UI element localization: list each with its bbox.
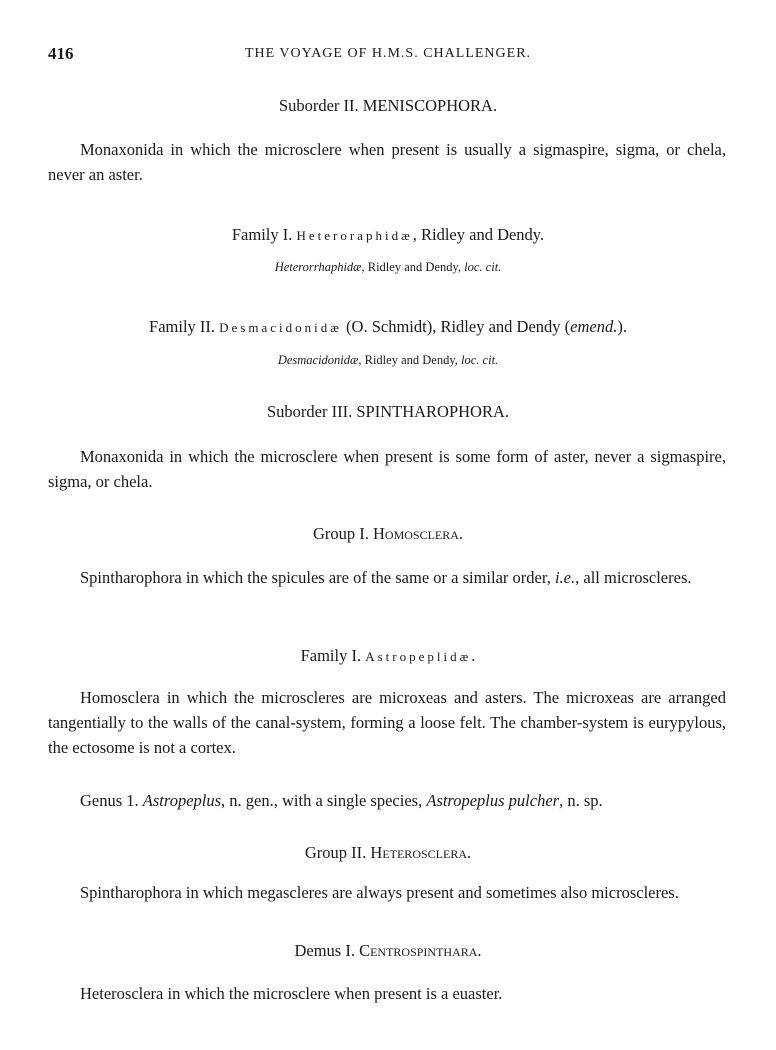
ie-abbrev: i.e.	[554, 568, 576, 587]
suborder-ii-description: Monaxonida in which the microsclere when present is usually a sigmaspire, sigma, or chela, never an aster.	[48, 140, 726, 184]
family-authority: (O. Schmidt), Ridley and Dendy (	[341, 317, 571, 336]
suborder-iii-description: Monaxonida in which the microsclere when present is some form of aster, never a sigmaspire, sigma, or chela.	[48, 447, 726, 491]
group-period: .	[467, 843, 472, 862]
demus-period: .	[477, 941, 482, 960]
family-desmacidonidae-heading	[0, 317, 776, 337]
synonym-ref: loc. cit.	[461, 353, 499, 367]
group-label: Group II.	[304, 843, 371, 862]
synonym-authors: , Ridley and Dendy,	[358, 353, 462, 367]
family-heteroraphidae-synonym	[0, 260, 776, 275]
family-label: Family II.	[149, 317, 220, 336]
group-homosclera-description	[48, 565, 726, 590]
synonym-ref: loc. cit.	[464, 260, 502, 274]
genus-label: Genus 1.	[80, 791, 143, 810]
synonym-authors: , Ridley and Dendy,	[361, 260, 465, 274]
demus-centrospinthara-description: Heterosclera in which the microsclere when present is a euaster.	[80, 984, 503, 1003]
description-text-end: , all microscleres.	[575, 568, 692, 587]
demus-name: Centrospinthara	[359, 941, 478, 960]
species-note: , n. sp.	[559, 791, 603, 810]
family-name: Astropeplidæ	[365, 649, 472, 664]
group-homosclera-heading	[0, 524, 776, 544]
group-name: Homosclera	[372, 524, 459, 543]
group-heterosclera-description: Spintharophora in which megascleres are always present and sometimes also microscleres.	[80, 883, 679, 902]
group-heterosclera-heading	[0, 843, 776, 863]
running-title: THE VOYAGE OF H.M.S. CHALLENGER.	[244, 46, 532, 61]
genus-note: , n. gen., with a single species,	[221, 791, 427, 810]
synonym-name: Desmacidonidæ	[277, 353, 359, 367]
family-label: Family I.	[300, 646, 366, 665]
family-period: .	[471, 646, 476, 665]
family-label: Family I.	[231, 225, 297, 244]
family-desmacidonidae-synonym	[0, 353, 776, 368]
group-name: Heterosclera	[370, 843, 467, 862]
suborder-iii-heading: Suborder III. SPINTHAROPHORA.	[267, 402, 509, 421]
group-period: .	[458, 524, 464, 543]
demus-label: Demus I.	[294, 941, 360, 960]
family-astropeplidae-description: Homosclera in which the microscleres are microxeas and asters. The microxeas are arranged tangentially to the walls of the canal-system, forming a loose felt. The chamber-system is eurypylous, the ectosome is not a cortex.	[48, 688, 726, 757]
description-text: Spintharophora in which the spicules are of the same or a similar order,	[80, 568, 555, 587]
family-authority: , Ridley and Dendy.	[412, 225, 545, 244]
family-astropeplidae-heading	[0, 646, 776, 666]
demus-centrospinthara-heading	[0, 941, 776, 961]
genus-1-line	[80, 791, 603, 811]
emend-note: emend.	[570, 317, 618, 336]
genus-name: Astropeplus	[142, 791, 222, 810]
family-close: ).	[617, 317, 627, 336]
suborder-ii-heading: Suborder II. MENISCOPHORA.	[278, 96, 498, 115]
species-name: Astropeplus pulcher	[426, 791, 560, 810]
synonym-name: Heterorrhaphidæ	[274, 260, 362, 274]
family-heteroraphidae-heading	[0, 225, 776, 245]
page-number: 416	[48, 44, 74, 63]
family-name: Desmacidonidæ	[219, 320, 342, 335]
family-name: Heteroraphidæ	[296, 228, 413, 243]
group-label: Group I.	[312, 524, 373, 543]
